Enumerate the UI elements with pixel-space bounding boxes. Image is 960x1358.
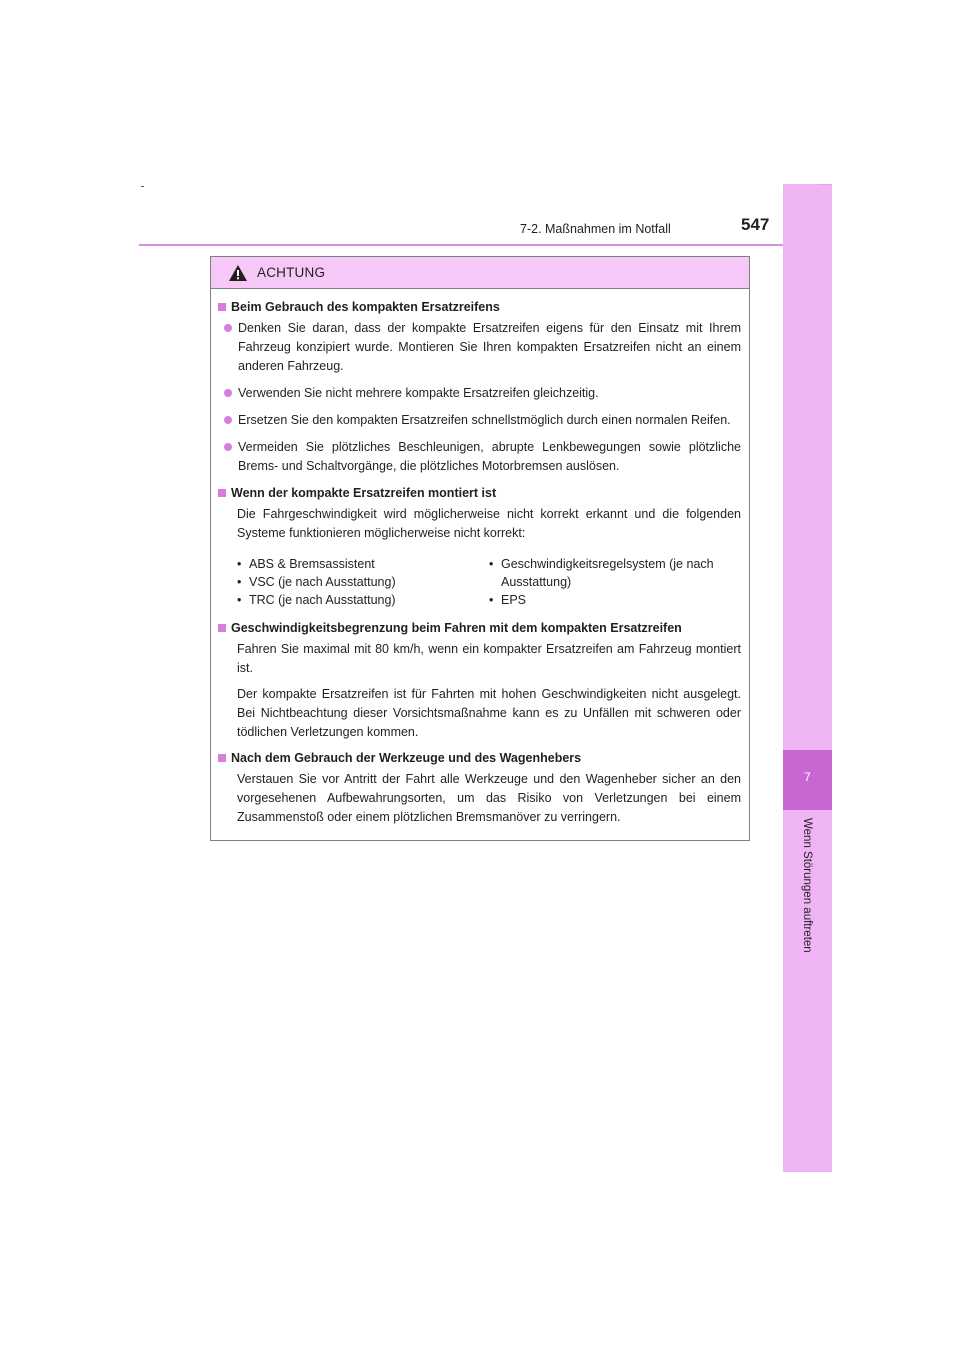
- affected-systems-list: [237, 555, 741, 609]
- paragraph: Fahren Sie maximal mit 80 km/h, wenn ein kompakter Ersatzreifen am Fahrzeug montiert ist.: [237, 642, 741, 675]
- paragraph: Die Fahrgeschwindigkeit wird möglicherweise nicht korrekt erkannt und die folgenden Systeme funktionieren möglicherweise nicht korrekt:: [237, 507, 741, 540]
- list-item: [224, 438, 741, 476]
- list-item-text: Ersetzen Sie den kompakten Ersatzreifen schnellstmöglich durch einen normalen Reifen.: [238, 413, 731, 427]
- section-heading-text: Beim Gebrauch des kompakten Ersatzreifens: [231, 300, 500, 314]
- dot-bullet-icon: [224, 443, 232, 451]
- section-heading-text: Wenn der kompakte Ersatzreifen montiert ist: [231, 486, 497, 500]
- dot-bullet-icon: [224, 416, 232, 424]
- list-item: • Geschwindigkeitsregelsystem (je nach Ausstattung): [489, 555, 741, 591]
- section-heading: [218, 619, 741, 638]
- page-number: 547: [741, 215, 770, 234]
- side-bar-tick: [818, 184, 832, 185]
- caution-box: [210, 256, 750, 841]
- caution-title: ACHTUNG: [257, 265, 326, 280]
- section-heading: [218, 749, 741, 768]
- list-item: • TRC (je nach Ausstattung): [237, 593, 396, 607]
- section-speed-limit: [218, 619, 741, 742]
- chapter-title: Wenn Störungen auftreten: [801, 818, 813, 953]
- section-heading: [218, 484, 741, 503]
- list-item-text: Vermeiden Sie plötzliches Beschleunigen, abrupte Lenkbewegungen sowie plötzliche Brems- und Schaltvorgänge, die plötzliches Motorbremsen auslösen.: [238, 440, 741, 473]
- dot-bullet-icon: [224, 324, 232, 332]
- list-item: [224, 384, 741, 403]
- list-item: [224, 411, 741, 430]
- list-column-right: [489, 555, 741, 609]
- list-item: [224, 319, 741, 376]
- paragraph: Der kompakte Ersatzreifen ist für Fahrten mit hohen Geschwindigkeiten nicht ausgelegt. Bei Nichtbeachtung dieser Vorsichtsmaßnahme kann es zu Unfällen mit schweren oder tödlichen Verletzungen kommen.: [237, 687, 741, 739]
- list-column-left: [237, 555, 489, 609]
- chapter-number: 7: [804, 770, 811, 784]
- square-bullet-icon: [218, 624, 226, 632]
- list-item-text: Verwenden Sie nicht mehrere kompakte Ersatzreifen gleichzeitig.: [238, 386, 599, 400]
- list-item: • ABS & Bremsassistent: [237, 557, 375, 571]
- list-item-text: ABS & Bremsassistent: [249, 557, 375, 571]
- dot-bullet-icon: [224, 389, 232, 397]
- chapter-number-box: [783, 750, 832, 810]
- paragraph: Verstauen Sie vor Antritt der Fahrt alle Werkzeuge und den Wagenheber sicher an den vorgesehenen Aufbewahrungsorten, um das Risiko von Verletzungen bei einem Zusammenstoß oder einem plötzlichen Bremsmanöver zu verringern.: [237, 772, 741, 824]
- section-compact-spare-mounted: [218, 484, 741, 609]
- list-item-text: Geschwindigkeitsregelsystem (je nach Ausstattung): [501, 557, 714, 589]
- list-item: • VSC (je nach Ausstattung): [237, 575, 396, 589]
- section-compact-spare-use: [218, 298, 741, 476]
- crop-mark: [141, 186, 144, 187]
- section-heading-text: Nach dem Gebrauch der Werkzeuge und des Wagenhebers: [231, 751, 582, 765]
- list-item-text: Denken Sie daran, dass der kompakte Ersatzreifen eigens für den Einsatz mit Ihrem Fahrzeug konzipiert wurde. Montieren Sie Ihren kompakten Ersatzreifen nicht an einem anderen Fahrzeug.: [238, 321, 741, 373]
- caution-body: [211, 289, 749, 827]
- caution-header: [211, 257, 749, 289]
- list-item-text: EPS: [501, 593, 527, 607]
- section-heading: [218, 298, 741, 317]
- warning-triangle-icon: [228, 264, 248, 282]
- square-bullet-icon: [218, 303, 226, 311]
- square-bullet-icon: [218, 489, 226, 497]
- square-bullet-icon: [218, 754, 226, 762]
- section-heading-text: Geschwindigkeitsbegrenzung beim Fahren mit dem kompakten Ersatzreifen: [231, 621, 682, 635]
- chapter-side-bar: [783, 184, 832, 1172]
- list-item-text: VSC (je nach Ausstattung): [249, 575, 396, 589]
- header-rule: [139, 244, 831, 246]
- section-after-tools-jack: [218, 749, 741, 827]
- list-item-text: TRC (je nach Ausstattung): [249, 593, 396, 607]
- list-item: • EPS: [489, 593, 527, 607]
- header-section-title: 7-2. Maßnahmen im Notfall: [520, 222, 671, 236]
